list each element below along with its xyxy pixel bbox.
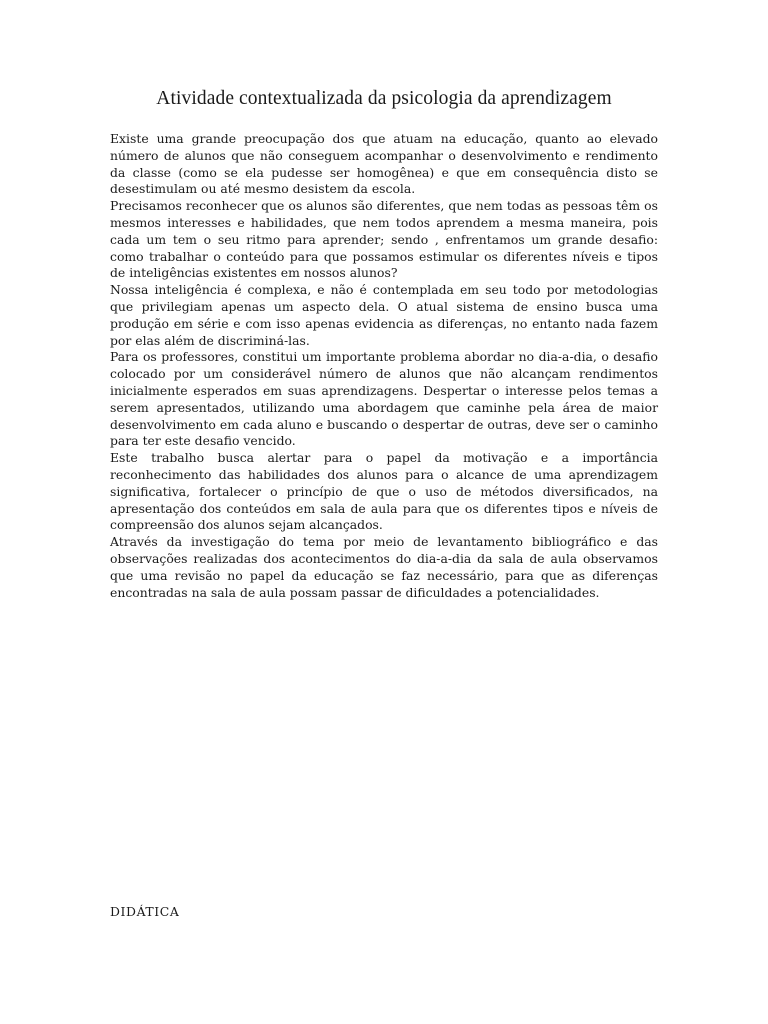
document-body [110, 131, 658, 601]
paragraph-3: Nossa inteligência é complexa, e não é contemplada em seu todo por metodologias que privilegiam apenas um aspecto dela. O atual sistema de ensino busca uma produção em série e com isso apenas evidencia as diferenças, no entanto nada fazem por elas além de discriminá-las. [110, 282, 658, 348]
paragraph-5: Este trabalho busca alertar para o papel da motivação e a importância reconhecimento das habilidades dos alunos para o alcance de uma aprendizagem significativa, fortalecer o princípio de que o uso de métodos diversificados, na apresentação dos conteúdos em sala de aula para que os diferentes tipos e níveis de compreensão dos alunos sejam alcançados. [110, 450, 658, 533]
paragraph-1: Existe uma grande preocupação dos que atuam na educação, quanto ao elevado número de alunos que não conseguem acompanhar o desenvolvimento e rendimento da classe (como se ela pudesse ser homogênea) e que em consequência disto se desestimulam ou até mesmo desistem da escola. [110, 131, 658, 197]
document-title: Atividade contextualizada da psicologia da aprendizagem [156, 88, 612, 109]
paragraph-6: Através da investigação do tema por meio de levantamento bibliográfico e das observações realizadas dos acontecimentos do dia-a-dia da sala de aula observamos que uma revisão no papel da educação se faz necessário, para que as diferenças encontradas na sala de aula possam passar de dificuldades a potencialidades. [110, 534, 658, 600]
paragraph-2: Precisamos reconhecer que os alunos são diferentes, que nem todas as pessoas têm os mesmos interesses e habilidades, que nem todos aprendem a mesma maneira, pois cada um tem o seu ritmo para aprender; sendo , enfrentamos um grande desafio: como trabalhar o conteúdo para que possamos estimular os diferentes níveis e tipos de inteligências existentes em nossos alunos? [110, 198, 658, 281]
paragraph-4: Para os professores, constitui um importante problema abordar no dia-a-dia, o desafio colocado por um considerável número de alunos que não alcançam rendimentos inicialmente esperados em suas aprendizagens. Despertar o interesse pelos temas a serem apresentados, utilizando uma abordagem que caminhe pela área de maior desenvolvimento em cada aluno e buscando o despertar de outras, deve ser o caminho para ter este desafio vencido. [110, 349, 658, 449]
footer-subject-label: DIDÁTICA [110, 904, 180, 919]
